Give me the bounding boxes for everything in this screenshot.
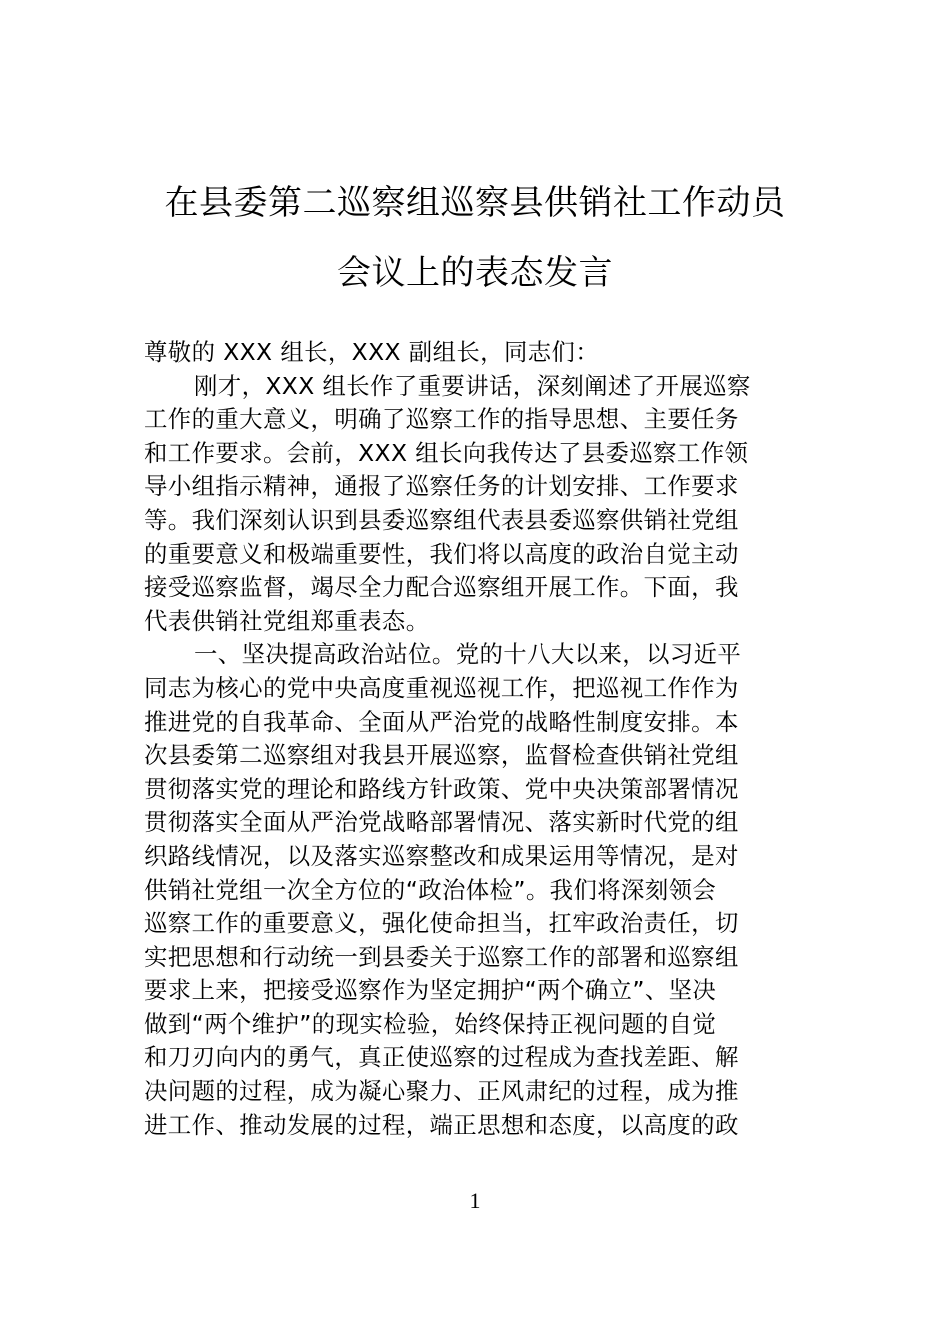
title-line-2: 会议上的表态发言	[337, 253, 613, 293]
paragraph-1-line: 的重要意义和极端重要性，我们将以高度的政治自觉主动	[144, 539, 739, 568]
paragraph-1-line: 和工作要求。会前，XXX 组长向我传达了县委巡察工作领	[144, 438, 749, 467]
document-title	[140, 168, 810, 308]
paragraph-2-line: 决问题的过程，成为凝心聚力、正风肃纪的过程，成为推	[144, 1077, 739, 1106]
paragraph-1-line: 工作的重大意义，明确了巡察工作的指导思想、主要任务	[144, 405, 739, 434]
paragraph-1	[144, 370, 814, 639]
paragraph-2-line: 和刀刃向内的勇气，真正使巡察的过程成为查找差距、解	[144, 1043, 739, 1072]
paragraph-1-line: 接受巡察监督，竭尽全力配合巡察组开展工作。下面，我	[144, 573, 739, 602]
salutation: 尊敬的 XXX 组长，XXX 副组长，同志们：	[144, 338, 600, 366]
paragraph-2-line: 次县委第二巡察组对我县开展巡察，监督检查供销社党组	[144, 741, 739, 770]
paragraph-2-line: 巡察工作的重要意义，强化使命担当，扛牢政治责任，切	[144, 909, 739, 938]
paragraph-2-line: 进工作、推动发展的过程，端正思想和态度，以高度的政	[144, 1110, 739, 1139]
paragraph-2-line: 做到“两个维护”的现实检验，始终保持正视问题的自觉	[144, 1009, 717, 1038]
title-line-1: 在县委第二巡察组巡察县供销社工作动员	[164, 183, 786, 223]
document-body	[144, 336, 814, 1142]
paragraph-2-line: 供销社党组一次全方位的“政治体检”。我们将深刻领会	[144, 875, 717, 904]
paragraph-2-line: 要求上来，把接受巡察作为坚定拥护“两个确立”、坚决	[144, 976, 717, 1005]
paragraph-1-line: 等。我们深刻认识到县委巡察组代表县委巡察供销社党组	[144, 505, 739, 534]
paragraph-1-line: 刚才，XXX 组长作了重要讲话，深刻阐述了开展巡察	[194, 371, 751, 400]
paragraph-1-line: 导小组指示精神，通报了巡察任务的计划安排、工作要求	[144, 472, 739, 501]
paragraph-2-line: 织路线情况，以及落实巡察整改和成果运用等情况，是对	[144, 841, 739, 870]
paragraph-2-line: 同志为核心的党中央高度重视巡视工作，把巡视工作作为	[144, 673, 739, 702]
page-number: 1	[469, 1188, 481, 1213]
paragraph-2	[144, 638, 814, 1142]
paragraph-1-line: 代表供销社党组郑重表态。	[144, 606, 430, 635]
paragraph-2-line: 贯彻落实全面从严治党战略部署情况、落实新时代党的组	[144, 808, 739, 837]
paragraph-2-line: 推进党的自我革命、全面从严治党的战略性制度安排。本	[144, 707, 739, 736]
paragraph-2-line: 实把思想和行动统一到县委关于巡察工作的部署和巡察组	[144, 942, 739, 971]
paragraph-2-line: 贯彻落实党的理论和路线方针政策、党中央决策部署情况	[144, 774, 739, 803]
paragraph-2-line: 一、坚决提高政治站位。党的十八大以来，以习近平	[194, 640, 742, 669]
